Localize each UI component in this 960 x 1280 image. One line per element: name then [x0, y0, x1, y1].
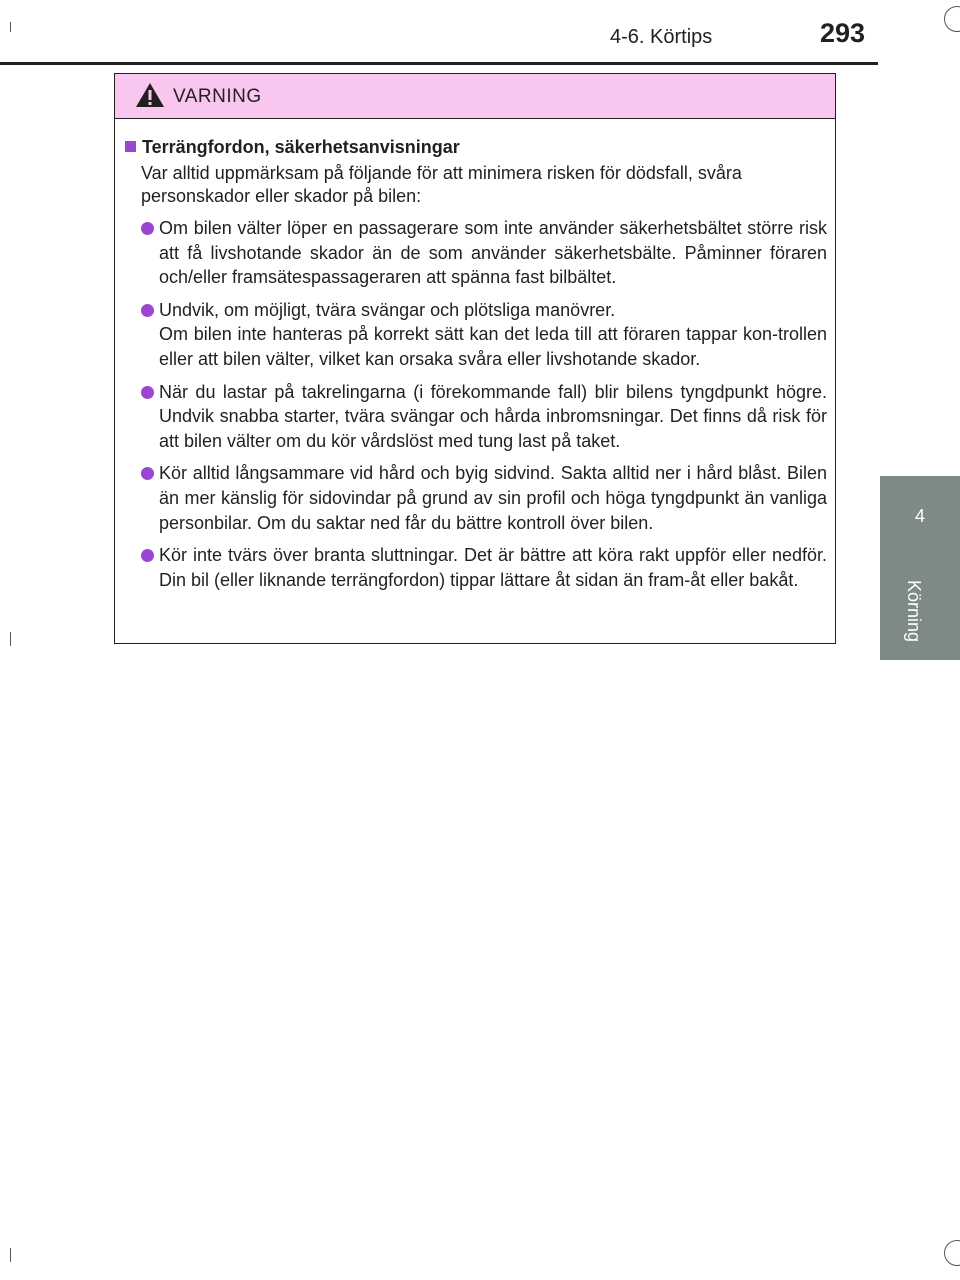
section-heading — [125, 137, 460, 158]
bullet-text: När du lastar på takrelingarna (i förekommande fall) blir bilens tyngdpunkt högre. Undvik snabba starter, tvära svängar och hårda inbromsningar. Det finns då risk för att bilen välter om du kör vårdslöst med tung last på taket. — [159, 381, 827, 451]
warning-triangle-icon — [135, 82, 165, 108]
round-bullet-icon — [141, 304, 154, 317]
bullet-item — [141, 543, 827, 592]
chapter-label: Körning — [904, 580, 924, 643]
intro-paragraph: Var alltid uppmärksam på följande för att minimera risken för dödsfall, svåra personskador eller skador på bilen: — [141, 163, 742, 206]
crop-mark — [10, 1248, 11, 1262]
bullet-text: Kör alltid långsammare vid hård och byig sidvind. Sakta alltid ner i hård blåst. Bilen än mer känslig för sidovindar på grund av sin profil och höga tyngdpunkt än vanliga personbilar. Om du saktar ned får du bättre kontroll över bilen. — [159, 463, 827, 533]
bullet-item — [141, 298, 827, 372]
round-bullet-icon — [141, 222, 154, 235]
square-bullet-icon — [125, 141, 136, 152]
header-rule — [0, 62, 878, 65]
bullet-item — [141, 461, 827, 535]
bullet-text: Kör inte tvärs över branta sluttningar. Det är bättre att köra rakt uppför eller nedför. Din bil (eller liknande terrängfordon) tippar lättare åt sidan än fram-åt eller bakåt. — [159, 545, 827, 590]
crop-mark — [944, 6, 960, 32]
crop-mark — [10, 22, 11, 32]
bullet-text: Undvik, om möjligt, tvära svängar och plötsliga manövrer. — [159, 299, 616, 320]
bullet-text: Om bilen inte hanteras på korrekt sätt kan det leda till att föraren tappar kon-trollen eller att bilen välter, vilket kan orsaka svåra eller livshotande skador. — [159, 324, 827, 369]
round-bullet-icon — [141, 549, 154, 562]
warning-box — [114, 73, 836, 644]
crop-mark — [944, 1240, 960, 1266]
bullet-text: Om bilen välter löper en passagerare som inte använder säkerhetsbältet större risk att få livshotande skador än de som använder säkerhetsbälte. Påminner föraren och/eller framsätespassageraren att spänna fast bilbältet. — [159, 218, 827, 288]
round-bullet-icon — [141, 467, 154, 480]
section-heading-text: Terrängfordon, säkerhetsanvisningar — [142, 137, 460, 157]
bullet-list — [141, 216, 827, 600]
bullet-item — [141, 380, 827, 454]
chapter-side-tab — [880, 476, 960, 660]
page-number: 293 — [820, 18, 866, 48]
header-section-title: 4-6. Körtips — [610, 26, 713, 48]
warning-title: VARNING — [173, 86, 262, 107]
crop-mark — [10, 632, 11, 646]
bullet-item — [141, 216, 827, 290]
warning-header — [115, 74, 835, 119]
round-bullet-icon — [141, 386, 154, 399]
chapter-number: 4 — [914, 506, 925, 526]
